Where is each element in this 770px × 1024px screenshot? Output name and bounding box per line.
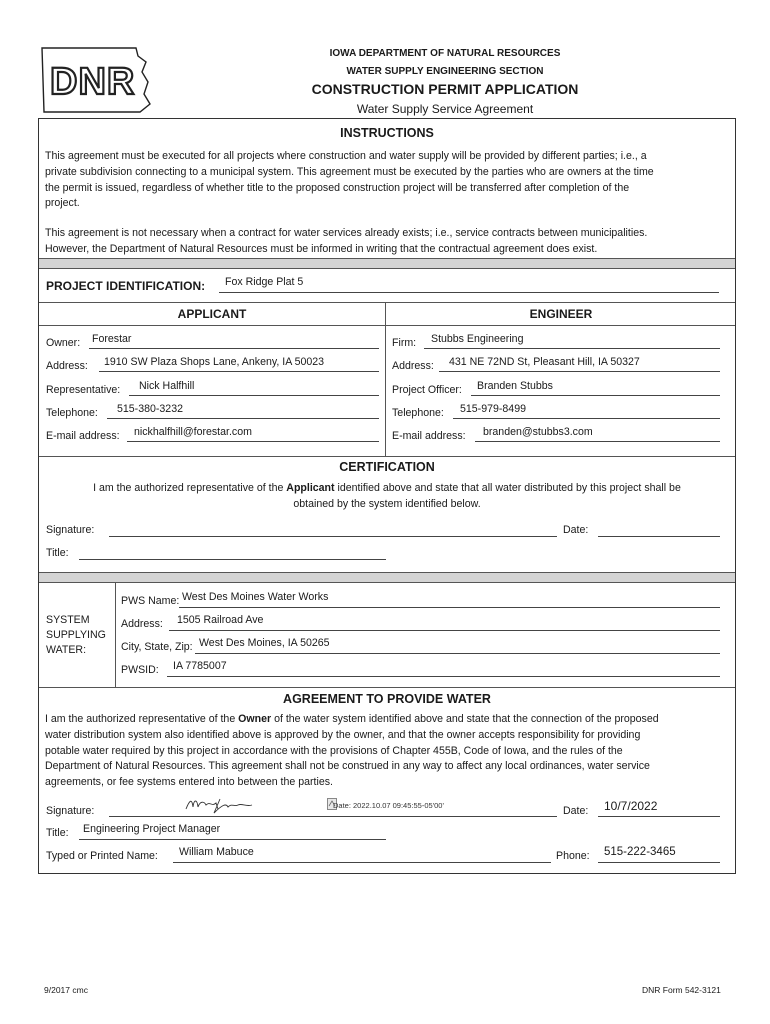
applicant-title: APPLICANT [177, 307, 247, 321]
agency-name: IOWA DEPARTMENT OF NATURAL RESOURCES [329, 48, 561, 59]
agreement-title-label: Title: [46, 827, 69, 839]
svg-text:DNR: DNR [50, 61, 136, 103]
project-identification-underline [219, 292, 719, 293]
applicant-address-label: Address: [46, 360, 88, 372]
certification-statement: I am the authorized representative of the Applicant identified above and state that all water distributed by this project shall be obtained by the system identified below. [93, 482, 681, 510]
pws-name-field[interactable]: West Des Moines Water Works [182, 591, 329, 603]
firm-label: Firm: [392, 337, 417, 349]
certification-title-field[interactable] [79, 559, 386, 560]
section-divider [39, 258, 735, 269]
certification-title-label: Title: [46, 547, 69, 559]
agreement-title-field[interactable]: Engineering Project Manager [83, 823, 221, 835]
applicant-telephone-field[interactable]: 515-380-3232 [117, 403, 183, 415]
project-identification-label: PROJECT IDENTIFICATION: [46, 279, 206, 293]
applicant-email-field[interactable]: nickhalfhill@forestar.com [134, 426, 252, 438]
typed-name-label: Typed or Printed Name: [46, 850, 158, 862]
engineer-email-label: E-mail address: [392, 430, 466, 442]
representative-field[interactable]: Nick Halfhill [139, 380, 195, 392]
agreement-phone-label: Phone: [556, 850, 590, 862]
section-divider [39, 572, 735, 583]
representative-label: Representative: [46, 384, 121, 396]
agreement-date-label: Date: [563, 805, 589, 817]
engineer-address-label: Address: [392, 360, 434, 372]
certification-signature-field[interactable] [109, 536, 557, 537]
agreement-phone-field[interactable]: 515-222-3465 [604, 846, 676, 858]
form-header [0, 0, 770, 118]
agreement-date-field[interactable]: 10/7/2022 [604, 799, 658, 813]
project-officer-label: Project Officer: [392, 384, 462, 396]
instructions-paragraph-1: This agreement must be executed for all projects where construction and water supply will be provided by different parties; i.e., a private subdivision connecting to a municipal system. This agreement must be executed by the parties who are owners at the time the permit is issued, regardless of whether title to the proposed construction project will be transferred after completion of the project. [45, 150, 654, 210]
instructions-paragraph-2: This agreement is not necessary when a contract for water services already exists; i.e., service contracts between municipalities. However, the Department of Natural Resources must be informed in writing that the contractual agreement does exist. [45, 227, 648, 255]
owner-field[interactable]: Forestar [92, 333, 132, 345]
engineer-email-field[interactable]: branden@stubbs3.com [483, 426, 593, 438]
footer-form-number: DNR Form 542-3121 [642, 985, 721, 995]
agreement-statement: I am the authorized representative of the Owner of the water system identified above and state that the connection of the proposed water distribution system also identified above is approved by the owner, and that the owner accepts responsibility for providing potable water required by this project in accordance with the provisions of Chapter 455B, Code of Iowa, and the rules of the Department of Natural Resources. This agreement shall not be construed in any way to affect any local ordinances, water service agreements, or fee systems entered into between the parties. [45, 713, 659, 789]
certification-signature-label: Signature: [46, 524, 95, 536]
system-address-field[interactable]: 1505 Railroad Ave [177, 614, 264, 626]
agreement-title: AGREEMENT TO PROVIDE WATER [283, 692, 491, 706]
system-address-label: Address: [121, 618, 163, 630]
pwsid-field[interactable]: IA 7785007 [173, 660, 227, 672]
engineer-title: ENGINEER [529, 307, 593, 321]
typed-name-field[interactable]: William Mabuce [179, 846, 254, 858]
agreement-signature-field[interactable] [109, 816, 557, 817]
engineer-telephone-field[interactable]: 515-979-8499 [460, 403, 526, 415]
form-body [38, 118, 736, 874]
certification-title: CERTIFICATION [339, 460, 435, 474]
owner-label: Owner: [46, 337, 81, 349]
applicant-email-label: E-mail address: [46, 430, 120, 442]
system-supplying-water-label: SYSTEM SUPPLYING WATER: [46, 614, 106, 656]
handwritten-signature-icon [184, 795, 256, 815]
form-subtitle: Water Supply Service Agreement [356, 102, 534, 116]
form-title: CONSTRUCTION PERMIT APPLICATION [311, 81, 579, 97]
agreement-signature-label: Signature: [46, 805, 95, 817]
section-name: WATER SUPPLY ENGINEERING SECTION [346, 66, 544, 77]
dnr-logo-icon [38, 42, 156, 116]
project-identification-value[interactable]: Fox Ridge Plat 5 [225, 276, 304, 288]
instructions-title: INSTRUCTIONS [340, 126, 434, 140]
firm-field[interactable]: Stubbs Engineering [431, 333, 524, 345]
pwsid-label: PWSID: [121, 664, 159, 676]
city-state-zip-field[interactable]: West Des Moines, IA 50265 [199, 637, 330, 649]
applicant-address-field[interactable]: 1910 SW Plaza Shops Lane, Ankeny, IA 50023 [104, 356, 325, 368]
project-officer-field[interactable]: Branden Stubbs [477, 380, 553, 392]
pws-name-label: PWS Name: [121, 595, 180, 607]
city-state-zip-label: City, State, Zip: [121, 641, 193, 653]
engineer-address-field[interactable]: 431 NE 72ND St, Pleasant Hill, IA 50327 [449, 356, 640, 368]
footer-revision: 9/2017 cmc [44, 985, 88, 995]
digital-signature-stamp: Date: 2022.10.07 09:45:55-05'00' [333, 801, 444, 810]
engineer-telephone-label: Telephone: [392, 407, 444, 419]
certification-date-label: Date: [563, 524, 589, 536]
applicant-telephone-label: Telephone: [46, 407, 98, 419]
certification-date-field[interactable] [598, 536, 720, 537]
